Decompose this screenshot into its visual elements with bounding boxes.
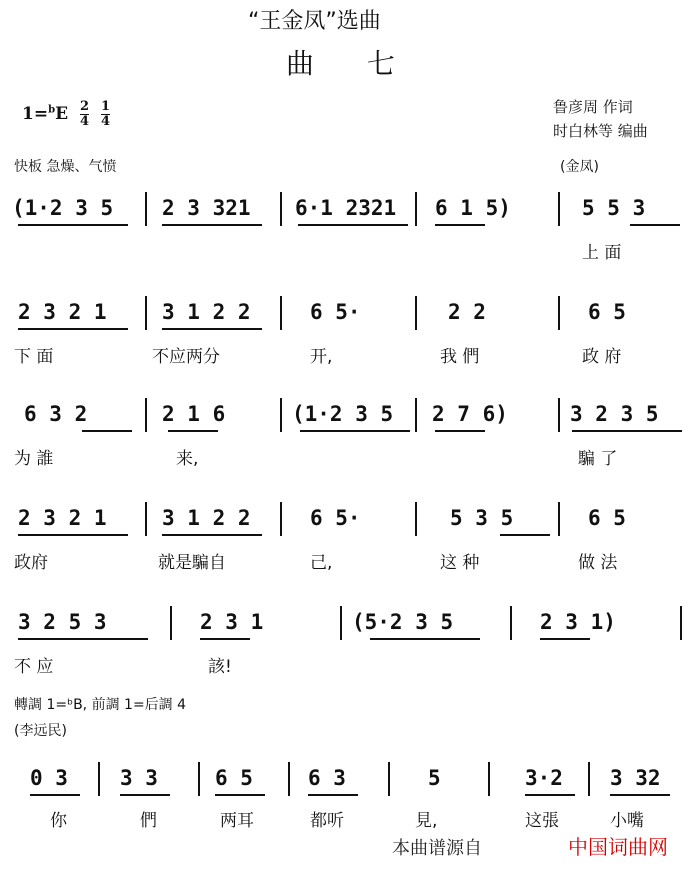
role-label-liyuanmin: (李远民) (14, 723, 67, 739)
measure: 2 2 (448, 300, 486, 324)
arranger-credit: 时白林等 编曲 (553, 122, 648, 140)
lyric: 政 府 (582, 347, 622, 367)
measure: 0 3 (30, 766, 68, 790)
lyric: 見, (415, 811, 438, 831)
site-watermark[interactable]: 中国词曲网 (568, 835, 668, 859)
lyric: 政府 (14, 553, 48, 573)
measure: 3 3 (120, 766, 158, 790)
measure: (1·2 3 5 (292, 402, 394, 426)
key-prefix: 1= (22, 104, 49, 124)
lyric: 不应两分 (152, 347, 220, 367)
lyric: 就是騙自 (158, 553, 226, 573)
measure: 6 5 (588, 506, 626, 530)
measure: 2 7 6) (432, 402, 508, 426)
lyric: 做 法 (578, 553, 618, 573)
lyricist-credit: 鲁彦周 作词 (553, 98, 633, 116)
lyric: 下 面 (14, 347, 54, 367)
measure: (1·2 3 5 (12, 196, 114, 220)
measure: 6 1 5) (435, 196, 511, 220)
lyric: 这張 (525, 811, 559, 831)
source-label: 本曲谱源自 (392, 838, 482, 859)
lyric: 不 应 (14, 657, 54, 677)
measure: 2 3 321 (162, 196, 251, 220)
measure: 2 3 2 1 (18, 300, 107, 324)
measure: 6 3 2 (24, 402, 88, 426)
key-letter: E (55, 104, 69, 124)
measure: 5 5 3 (582, 196, 646, 220)
lyric: 为 誰 (14, 449, 54, 469)
measure: 2 1 6 (162, 402, 226, 426)
key-signature (22, 100, 110, 129)
song-title: “王金凤”选曲 (248, 9, 381, 34)
measure: 3 1 2 2 (162, 506, 251, 530)
lyric: 小嘴 (610, 811, 644, 831)
measure: 2 3 1 (200, 610, 264, 634)
role-label-jinfeng: (金凤) (560, 159, 599, 175)
key-flat: b (48, 104, 56, 116)
lyric: 都听 (310, 811, 344, 831)
lyric: 上 面 (582, 243, 622, 263)
modulation-note: 轉調 1=ᵇB, 前調 1=后調 4 (14, 697, 187, 713)
measure: 6 5 (588, 300, 626, 324)
measure: 6 5 (215, 766, 253, 790)
lyric: 己, (310, 553, 333, 573)
lyric: 开, (310, 347, 333, 367)
measure: 2 3 1) (540, 610, 616, 634)
measure: (5·2 3 5 (352, 610, 454, 634)
time-signature-1: $\frac{2}{4}$ (79, 99, 90, 129)
time-signature-2: $\frac{1}{4}$ (100, 99, 110, 129)
measure: 6 3 (308, 766, 346, 790)
measure: 3 32 (610, 766, 661, 790)
lyric: 該! (208, 657, 232, 677)
measure: 3 2 3 5 (570, 402, 659, 426)
song-subtitle: 曲 七 (286, 47, 417, 80)
measure: 3 2 5 3 (18, 610, 107, 634)
lyric: 来, (176, 449, 199, 469)
lyric: 們 (140, 811, 157, 831)
lyric: 你 (50, 811, 67, 831)
lyric: 两耳 (220, 811, 254, 831)
measure: 2 3 2 1 (18, 506, 107, 530)
lyric: 我 們 (440, 347, 480, 367)
measure: 5 (428, 766, 441, 790)
lyric: 这 种 (440, 553, 480, 573)
tempo-marking: 快板 急燥、气愤 (14, 159, 117, 175)
measure: 6 5· (310, 300, 361, 324)
measure: 3 1 2 2 (162, 300, 251, 324)
measure: 6·1 2321 (295, 196, 397, 220)
lyric: 騙 了 (578, 449, 618, 469)
measure: 5 3 5 (450, 506, 514, 530)
measure: 6 5· (310, 506, 361, 530)
measure: 3·2 (525, 766, 563, 790)
